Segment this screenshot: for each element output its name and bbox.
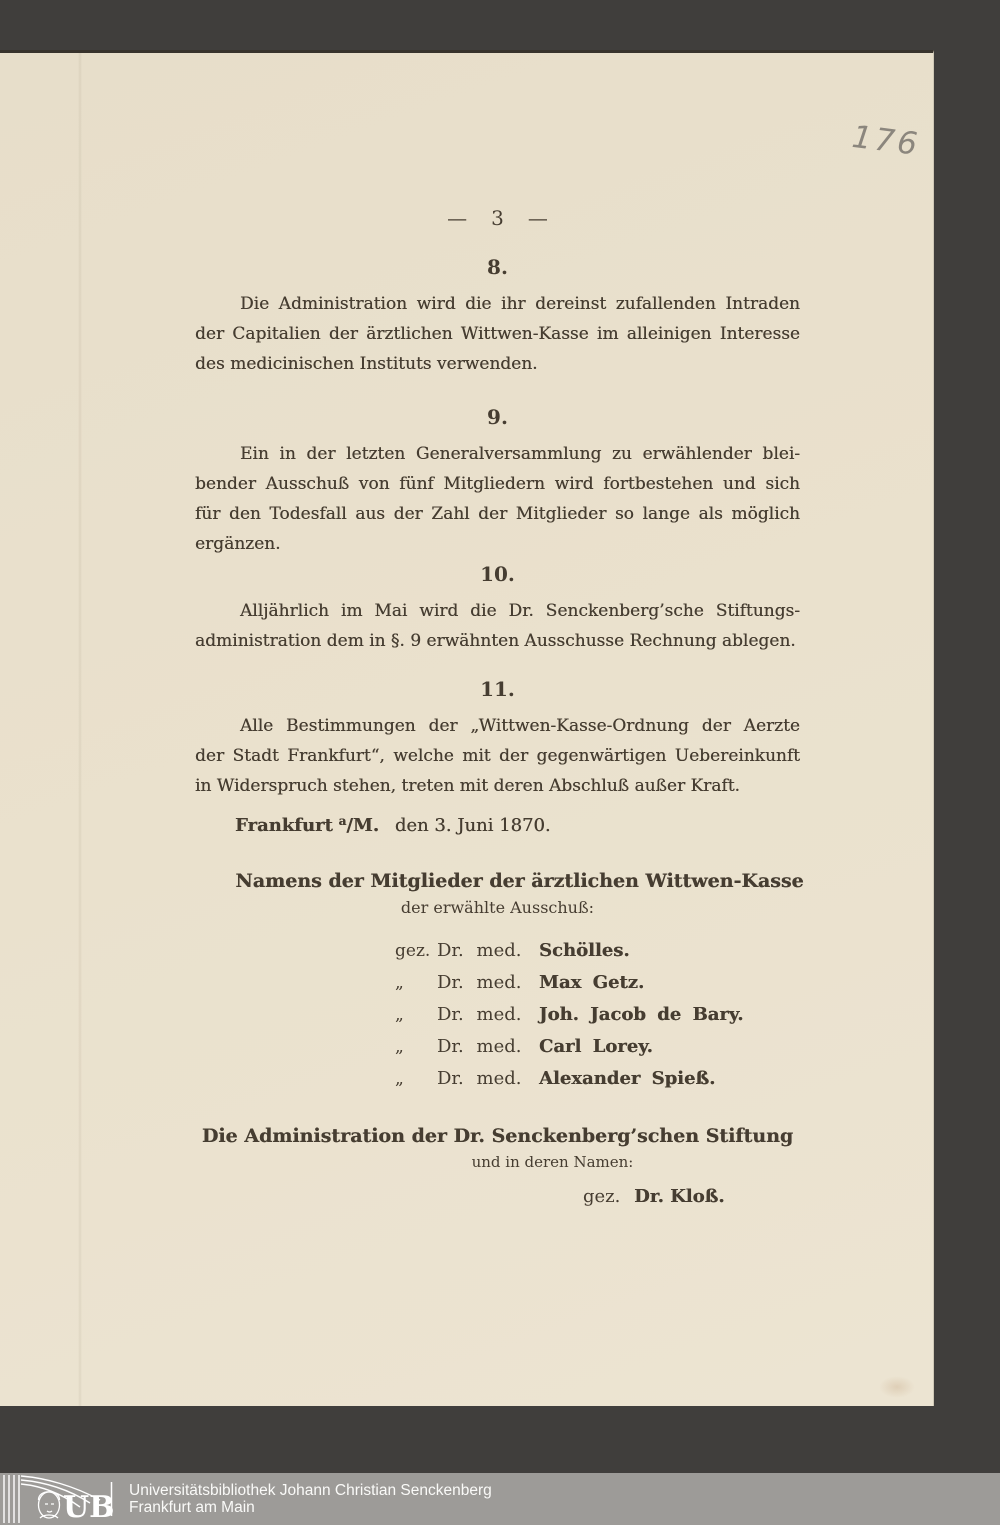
text-line: in Widerspruch stehen, treten mit deren Abschluß außer Kraft. — [195, 776, 740, 796]
signature-2 — [583, 1182, 800, 1212]
text-line: Ein in der letzten Generalversammlung zu erwählender blei- — [240, 444, 800, 464]
signatory-prefix: „ — [395, 1037, 404, 1057]
dateline-slash-m: /M. — [346, 815, 380, 836]
text-line: des medicinischen Instituts verwenden. — [195, 354, 538, 374]
section-number: 11. — [480, 677, 515, 701]
signatory-row — [395, 967, 800, 999]
text-line: der Capitalien der ärztlichen Wittwen-Kasse im alleinigen Interesse — [195, 324, 800, 344]
signature-2-prefix: gez. — [583, 1186, 621, 1207]
dateline — [235, 806, 800, 841]
text-line: bender Ausschuß von fünf Mitgliedern wird fortbestehen und sich — [195, 474, 800, 494]
signatory-name: Alexander Spieß. — [539, 1068, 716, 1089]
signature-2-name: Dr. Kloß. — [634, 1186, 725, 1207]
ub-logo-text: UB — [63, 1490, 115, 1525]
senckenberg-portrait-icon — [38, 1492, 59, 1518]
section-number: 8. — [487, 255, 508, 279]
header-page-number: 3 — [491, 206, 504, 230]
library-name — [129, 1482, 492, 1516]
section-paragraph — [195, 711, 800, 801]
signatory-prefix: „ — [395, 973, 404, 993]
section-paragraph — [195, 289, 800, 379]
text-line: für den Todesfall aus der Zahl der Mitglieder so lange als möglich — [195, 504, 800, 524]
signature-subheading-2: und in deren Namen: — [471, 1153, 634, 1171]
signatory-row — [395, 1063, 800, 1095]
signature-subheading-1: der erwählte Ausschuß: — [400, 898, 595, 917]
text-line: Die Administration wird die ihr dereinst zufallenden Intraden — [240, 294, 800, 314]
page-number-header — [195, 203, 800, 233]
signatory-row — [395, 999, 800, 1031]
signatory-name: Schölles. — [539, 940, 630, 961]
signatory-name: Carl Lorey. — [539, 1036, 653, 1057]
signatory-title: Dr. med. — [437, 1036, 522, 1057]
section-number: 10. — [480, 562, 515, 586]
dateline-sup-a: a — [338, 814, 347, 828]
text-line: Alle Bestimmungen der „Wittwen-Kasse-Ordnung der Aerzte — [240, 716, 800, 736]
page-content — [0, 53, 933, 1212]
header-left-dash: — — [447, 206, 468, 230]
signatory-name: Max Getz. — [539, 972, 645, 993]
text-line: administration dem in §. 9 erwähnten Ausschusse Rechnung ablegen. — [195, 631, 796, 651]
signatory-prefix: „ — [395, 1005, 404, 1025]
signatory-name: Joh. Jacob de Bary. — [539, 1004, 744, 1025]
signatory-row — [395, 1031, 800, 1063]
signature-heading-2: Die Administration der Dr. Senckenberg’schen Stiftung — [201, 1125, 794, 1147]
text-line: Alljährlich im Mai wird die Dr. Senckenberg’sche Stiftungs- — [240, 601, 800, 621]
scanned-page — [0, 50, 934, 1406]
signatory-title: Dr. med. — [437, 1068, 522, 1089]
library-name-line2: Frankfurt am Main — [129, 1499, 255, 1516]
ub-library-logo — [0, 1473, 116, 1525]
signature-heading-1: Namens der Mitglieder der ärztlichen Wittwen-Kasse — [235, 870, 804, 892]
signatory-title: Dr. med. — [437, 1004, 522, 1025]
section-paragraph — [195, 439, 800, 559]
sections — [195, 252, 800, 801]
section-number: 9. — [487, 405, 508, 429]
dateline-place: Frankfurt — [235, 815, 333, 836]
signatory-prefix: „ — [395, 1069, 404, 1089]
library-name-line1: Universitätsbibliothek Johann Christian Senckenberg — [129, 1482, 492, 1499]
dateline-date: den 3. Juni 1870. — [394, 815, 551, 836]
header-right-dash: — — [527, 206, 548, 230]
signatory-title: Dr. med. — [437, 940, 522, 961]
signatory-title: Dr. med. — [437, 972, 522, 993]
signatory-row — [395, 935, 800, 967]
section-paragraph — [195, 596, 800, 656]
signatory-list — [395, 935, 800, 1095]
text-line: ergänzen. — [195, 534, 281, 554]
text-line: der Stadt Frankfurt“, welche mit der gegenwärtigen Uebereinkunft — [195, 746, 800, 766]
library-footer-bar — [0, 1473, 1000, 1525]
signatory-prefix: gez. — [395, 941, 431, 961]
handwritten-page-number: 176 — [850, 118, 923, 164]
